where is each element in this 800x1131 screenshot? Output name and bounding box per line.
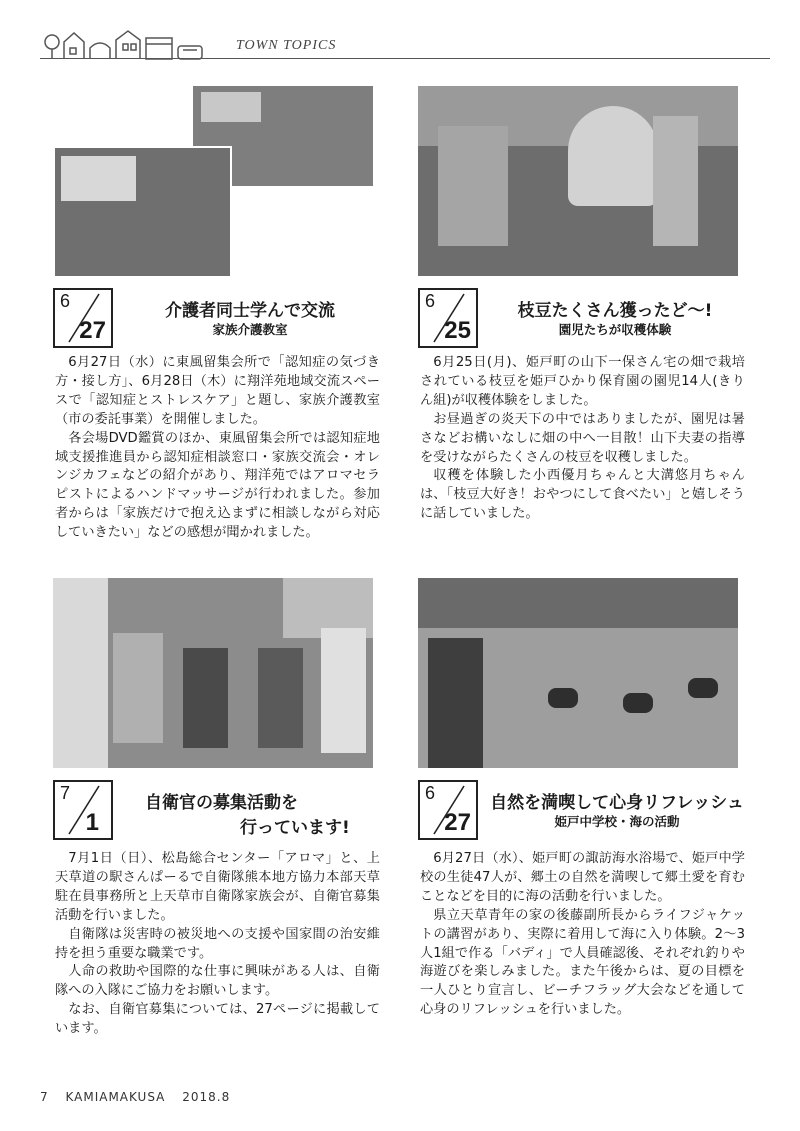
- date-day: 27: [444, 809, 471, 836]
- section-label: TOWN TOPICS: [230, 38, 342, 54]
- header-rule: [40, 58, 770, 59]
- recruitment-photo: [53, 578, 373, 768]
- paragraph: なお、自衛官募集については、27ページに掲載しています。: [55, 1002, 380, 1037]
- date-month: 7: [60, 783, 71, 803]
- page-footer: [40, 1090, 242, 1104]
- care-class-photo: [53, 86, 373, 276]
- paragraph: 7月1日（日）、松島総合センター「アロマ」と、上天草道の駅さんぱーるで自衛隊熊本地方協力本部天草駐在員事務所と上天草市自衛隊家族会が、自衛官募集活動を行いました。: [55, 851, 380, 923]
- article-subtitle: 園児たちが収穫体験: [558, 322, 672, 337]
- article-subtitle: 姫戸中学校・海の活動: [554, 814, 680, 829]
- issue-date: 2018.8: [182, 1090, 231, 1104]
- paragraph: 6月25日(月)、姫戸町の山下一保さん宅の畑で栽培されている枝豆を姫戸ひかり保育園の園児14人(きりん組)が収穫体験をしました。: [420, 355, 745, 408]
- date-day: 25: [444, 317, 471, 344]
- article-title-line1: 自衛官の募集活動を: [145, 793, 298, 813]
- article-title: 介護者同士学んで交流: [165, 301, 335, 321]
- page-header: [40, 28, 770, 68]
- paragraph: 人命の救助や国際的な仕事に興味がある人は、自衛隊への入隊にご協力をお願いします。: [55, 964, 380, 999]
- article-title: 自然を満喫して心身リフレッシュ: [490, 793, 744, 813]
- article-body: [55, 354, 380, 543]
- article-title-line2: 行っています!: [240, 818, 350, 838]
- date-badge: [53, 780, 113, 840]
- article-title: 枝豆たくさん獲ったど～!: [517, 301, 713, 321]
- paragraph: 県立天草青年の家の後藤副所長からライフジャケットの講習があり、実際に着用して海に入り体験。2～3人1組で作る「バディ」で人員確認後、それぞれ釣りや海遊びを楽しみました。また午後からは、夏の目標を一人ひとり宣言し、ビーチフラッグ大会などを通して心身のリフレッシュを行いました。: [420, 907, 745, 1018]
- article-body: [420, 354, 745, 524]
- town-houses-icon: [40, 28, 220, 60]
- harvest-photo: [418, 86, 738, 276]
- sea-activity-photo: [418, 578, 738, 768]
- paragraph: 収穫を体験した小西優月ちゃんと大溝悠月ちゃんは、「枝豆大好き！おやつにして食べたい」と嬉しそうに話していました。: [420, 468, 745, 522]
- paragraph: 6月27日（水）に東風留集会所で「認知症の気づき方・接し方」、6月28日（木）に翔洋苑地域交流スペースで「認知症とストレスケア」と題し、家族介護教室（市の委託事業）を開催しました。: [55, 355, 380, 427]
- paragraph: 各会場DVD鑑賞のほか、東風留集会所では認知症地域支援推進員から認知症相談窓口・家族交流会・オレンジカフェなどの紹介があり、翔洋苑ではアロマセラピストによるハンドマッサージが行われました。参加者からは「家族だけで抱え込まずに相談しながら対応していきたい」などの感想が聞かれました。: [55, 430, 380, 541]
- paragraph: 自衛隊は災害時の被災地への支援や国家間の治安維持を担う重要な職業です。: [55, 926, 380, 961]
- paragraph: 6月27日（水）、姫戸町の諏訪海水浴場で、姫戸中学校の生徒47人が、郷土の自然を満喫して郷土愛を育むことなどを目的に海の活動を行いました。: [420, 851, 745, 904]
- date-month: 6: [60, 291, 71, 311]
- date-day: 27: [79, 317, 106, 344]
- article-body: [55, 850, 380, 1039]
- date-month: 6: [425, 291, 436, 311]
- page-number: 7: [40, 1090, 49, 1104]
- date-month: 6: [425, 783, 436, 803]
- article-body: [420, 850, 745, 1020]
- magazine-name: KAMIAMAKUSA: [65, 1090, 166, 1104]
- date-badge: [418, 288, 478, 348]
- date-badge: [418, 780, 478, 840]
- date-badge: [53, 288, 113, 348]
- paragraph: お昼過ぎの炎天下の中ではありましたが、園児は暑さなどお構いなしに畑の中へ一目散！山下夫妻の指導を受けながらたくさんの枝豆を収穫しました。: [420, 411, 745, 465]
- date-day: 1: [85, 809, 99, 836]
- article-subtitle: 家族介護教室: [212, 322, 288, 337]
